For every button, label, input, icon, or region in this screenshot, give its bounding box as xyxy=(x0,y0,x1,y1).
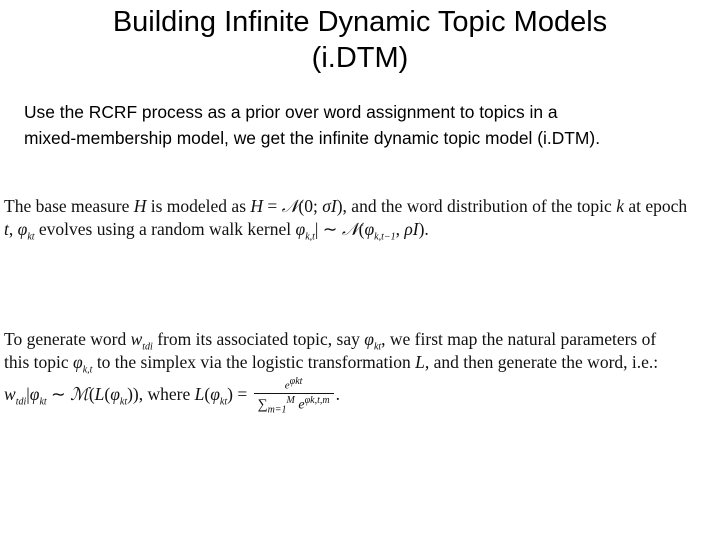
title-line-1: Building Infinite Dynamic Topic Models xyxy=(112,6,608,38)
lead-line-1: Use the RCRF process as a prior over word assignment to topics in a xyxy=(24,102,558,122)
fraction-denominator: $\sum_{m=1}^M$ $e^{\varphi k,t,m}$ xyxy=(257,394,330,414)
lead-paragraph xyxy=(24,99,704,151)
lead-line-2: mixed-membership model, we get the infinite dynamic topic model (i.DTM). xyxy=(24,128,601,148)
word-generation-line-2: this topic $\varphi_{k,t}$ to the simplex via the logistic transformation L, and then generate the word, i.e.: xyxy=(4,352,659,376)
slide-title xyxy=(40,4,680,76)
word-generation-line-3: $w_{tdi}|\varphi_{kt}$ ∼ $ℳ(L(\varphi_{kt}))$, where $L(\varphi_{kt})$ = $\frac{e^{\varphi kt}}{\sum_{m=1}^M e^{\varphi k,t,m}}$ . xyxy=(4,374,718,414)
logistic-fraction xyxy=(254,376,334,414)
word-generation-line-1: To generate word $w_{tdi}$ from its associated topic, say $\varphi_{kt}$, we first map the natural parameters of xyxy=(4,329,657,353)
base-measure-paragraph xyxy=(4,195,718,241)
fraction-numerator: $e^{\varphi kt}$ xyxy=(254,376,334,394)
base-measure-line-1: The base measure H is modeled as H = 𝒩(0; σI), and the word distribution of the topic k at epoch xyxy=(4,196,688,216)
base-measure-line-2: t, $\varphi_{kt}$ evolves using a random walk kernel $\varphi_{k,t}|$ ∼ $𝒩(\varphi_{k,t-1}$, ρI). xyxy=(4,219,429,241)
title-line-2: (i.DTM) xyxy=(311,42,409,74)
word-generation-paragraph xyxy=(4,328,718,414)
